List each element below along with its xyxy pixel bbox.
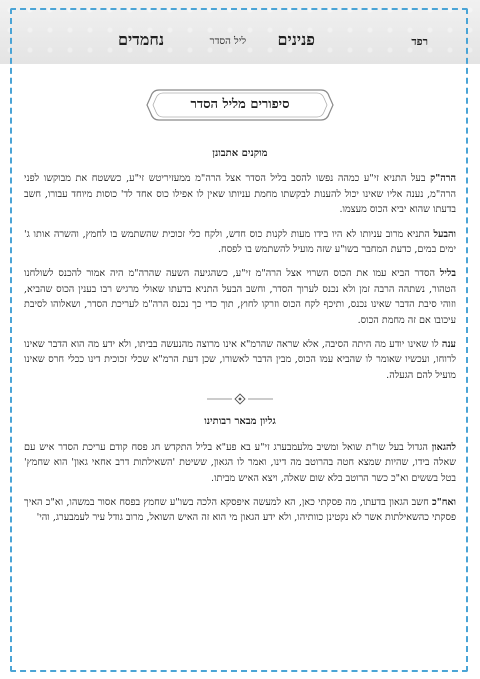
header-section-label: ליל הסדר: [209, 36, 246, 47]
title-ornament: [145, 88, 335, 122]
header-book-title: פנינים: [277, 30, 315, 49]
paragraph-lead: והבעל: [433, 228, 456, 240]
paragraph-lead: להגאון: [431, 441, 456, 453]
section-divider: [24, 392, 456, 406]
paragraph-lead: ואח"כ: [432, 496, 456, 508]
paragraph-lead: הרה"ק: [430, 173, 456, 185]
paragraph: [24, 171, 456, 217]
paragraph-text: לו שאינו יודע מה היתה הסיבה, אלא שראה שהרמ"א אינו מרוצה מהנעשה בביתו, ולא ידע מה הוא הדבר שאינו לרוחו, ועכשיו שאומר לו שהביא עמו הכוס, מבין הדבר לאשורו, שכן דעת הרמ"א שכלי זכוכית דינו ככלי חרס שאינו מועיל להם הגעלה.: [24, 339, 456, 381]
paragraph: [24, 227, 456, 258]
header-book-subtitle: נחמדים: [118, 30, 165, 49]
paragraph-text: חשב הגאון בדעתו, מה פסקתי כאן, הא למעשה איפסקא הלכה בשו"ע שחמץ בפסח אסור במשהו, וא"כ האיך פסקתי כהשאילתות אשר לא נקטינן כוותיהו, ולא ידע הגאון מי הוא זה האיש השואל, מרוב גודל עיר לעמבערג, והי': [24, 496, 456, 524]
section-heading-2: גליון מבאר רבותינו: [204, 416, 276, 428]
article-body: [24, 146, 456, 535]
paragraph-text: בעל התניא זי"ע כמהה נפשו להסב בליל הסדר אצל הרה"מ ממעזיריטש זי"ע, כששטח את מבוקשו לפני הרה"מ, נענה אליו שאינו יכול להענות לבקשתו מחמת עניותו שאין לו אפילו כוס אחד לד' כוסות מיוחד עבורו, חשב בדעתו שהוא יביא הכוס מעצמו.: [24, 173, 456, 216]
paragraph-lead: ענה: [441, 339, 456, 351]
header-page-label: רפד: [411, 35, 428, 48]
section-heading-1: מוקנים אתבונן: [212, 148, 268, 159]
paragraph-text: התניא מרוב עניותו לא היו בידו מעות לקנות כוס חדש, ולקח כלי זכוכית שהשתמש בו לחמץ, והשרה אותו ג' ימים במים, כדעת המחבר בשו"ע שזה מועיל להשתמש בו לפסח.: [24, 228, 456, 256]
paragraph: [24, 495, 456, 526]
paragraph-lead: בליל: [439, 268, 456, 280]
paragraph: [24, 266, 456, 328]
paragraph: [24, 440, 456, 486]
article-title: סיפורים מליל הסדר: [190, 97, 290, 112]
paragraph-text: הסדר הביא עמו את הכוס השרוי אצל הרה"מ זי"ע, כשהגיעה השעה שהרה"מ היה אמור להכנס לשולחנו הטהור, נשתהה הרבה זמן ולא נכנס לערוך הסדר, וחשב הבעל התניא בדעתו שאולי מרגיש רבו בענין הכוס שהביא, וזוהי סיבת הדבר שאינו נכנס, ותיכף לקח הכוס וזרקו לחוץ, תוך כדי כך נכנס הרה"מ לעריכת הסדר, ושאלוהו לסיבת עיכובו אם זה מחמת הכוס.: [24, 268, 456, 326]
divider-ornament-icon: [205, 392, 275, 406]
paragraph-text: הגדול בעל שו"ת שואל ומשיב מלעמבערג זי"ע בא פע"א בליל התקדש חג פסח קודם עריכת הסדר איש עם שאלה בידו, שהיות שמצא חטה בהרוטב מה דינו, ואמר לו הגאון, ששיטת 'השאילתות דרב אחאי גאון' הוא שחמץ' בטל בששים וא"כ כשר הרוטב בלא שום שאלה, ויצא האיש מביתו.: [24, 441, 456, 484]
paragraph: [24, 337, 456, 383]
